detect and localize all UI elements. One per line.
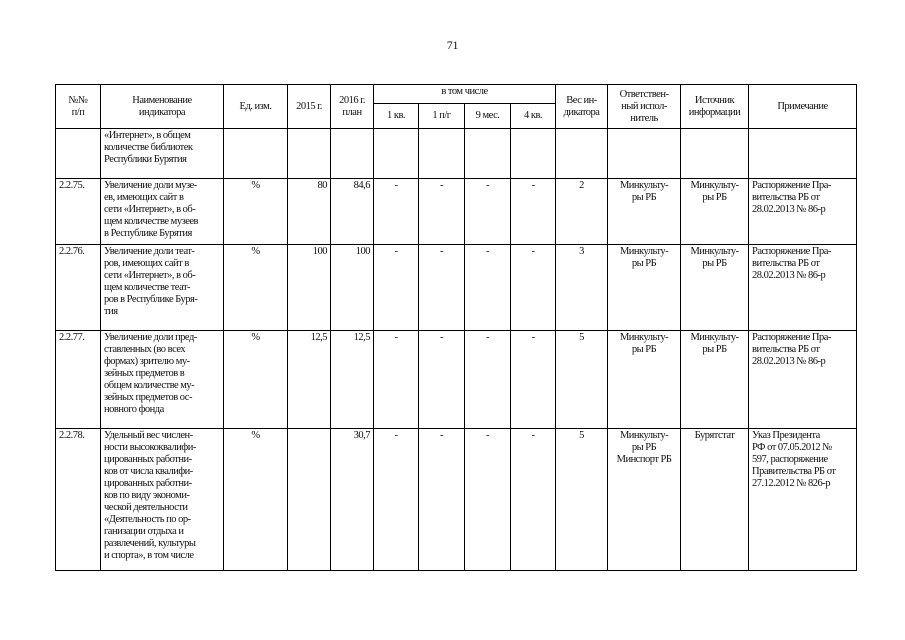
cell-responsible: Минкульту- ры РБ (608, 245, 681, 331)
cell-q4: - (511, 179, 556, 245)
cell-note: Указ Президента РФ от 07.05.2012 № 597, распоряжение Правительства РБ от 27.12.2012 № 826-р (749, 429, 857, 571)
header-h1: 1 п/г (419, 104, 465, 129)
cell-q1: - (374, 179, 419, 245)
table-row (56, 129, 857, 179)
cell-weight: 3 (556, 245, 608, 331)
cell-note: Распоряжение Пра- вительства РБ от 28.02.2013 № 86-р (749, 331, 857, 429)
cell-num: 2.2.78. (56, 429, 101, 571)
cell-h1: - (419, 331, 465, 429)
header-responsible: Ответствен- ный испол- нитель (608, 85, 681, 129)
cell-9m: - (465, 331, 511, 429)
cell-q4 (511, 129, 556, 179)
cell-weight (556, 129, 608, 179)
cell-weight: 5 (556, 331, 608, 429)
cell-2016-plan: 84,6 (331, 179, 374, 245)
cell-q4: - (511, 245, 556, 331)
cell-q1: - (374, 331, 419, 429)
cell-q1: - (374, 245, 419, 331)
cell-source (681, 129, 749, 179)
header-note: Примечание (749, 85, 857, 129)
cell-h1: - (419, 179, 465, 245)
header-unit: Ед. изм. (224, 85, 288, 129)
header-weight: Вес ин- дикатора (556, 85, 608, 129)
cell-2015: 80 (288, 179, 331, 245)
cell-num: 2.2.75. (56, 179, 101, 245)
cell-responsible (608, 129, 681, 179)
cell-note: Распоряжение Пра- вительства РБ от 28.02.2013 № 86-р (749, 245, 857, 331)
cell-indicator-name: «Интернет», в общем количестве библиотек Республики Бурятия (101, 129, 224, 179)
cell-9m: - (465, 429, 511, 571)
cell-q1 (374, 129, 419, 179)
cell-q1: - (374, 429, 419, 571)
cell-note (749, 129, 857, 179)
table-body (56, 129, 857, 571)
cell-indicator-name: Увеличение доли теат- ров, имеющих сайт в сети «Интернет», в об- щем количестве теат- ров в Республике Буря- тия (101, 245, 224, 331)
cell-unit: % (224, 179, 288, 245)
cell-num: 2.2.77. (56, 331, 101, 429)
cell-q4: - (511, 429, 556, 571)
cell-indicator-name: Увеличение доли музе- ев, имеющих сайт в сети «Интернет», в об- щем количестве музеев в Республике Бурятия (101, 179, 224, 245)
cell-source: Бурятстат (681, 429, 749, 571)
cell-2015 (288, 429, 331, 571)
header-num: №№ п/п (56, 85, 101, 129)
table-row (56, 245, 857, 331)
cell-source: Минкульту- ры РБ (681, 179, 749, 245)
header-2015: 2015 г. (288, 85, 331, 129)
cell-indicator-name: Увеличение доли пред- ставленных (во всех формах) зрителю му- зейных предметов в общем количестве му- зейных предметов ос- новного фонда (101, 331, 224, 429)
cell-2016-plan: 12,5 (331, 331, 374, 429)
cell-9m: - (465, 245, 511, 331)
cell-responsible: Минкульту- ры РБ (608, 331, 681, 429)
table-row (56, 179, 857, 245)
cell-unit: % (224, 429, 288, 571)
cell-num (56, 129, 101, 179)
cell-9m (465, 129, 511, 179)
cell-unit (224, 129, 288, 179)
cell-2016-plan (331, 129, 374, 179)
table-row (56, 331, 857, 429)
cell-h1 (419, 129, 465, 179)
header-q4: 4 кв. (511, 104, 556, 129)
cell-note: Распоряжение Пра- вительства РБ от 28.02.2013 № 86-р (749, 179, 857, 245)
cell-q4: - (511, 331, 556, 429)
cell-h1: - (419, 429, 465, 571)
header-q1: 1 кв. (374, 104, 419, 129)
cell-2016-plan: 100 (331, 245, 374, 331)
cell-source: Минкульту- ры РБ (681, 331, 749, 429)
indicator-table (55, 84, 857, 571)
cell-responsible: Минкульту- ры РБ Минспорт РБ (608, 429, 681, 571)
header-9m: 9 мес. (465, 104, 511, 129)
cell-responsible: Минкульту- ры РБ (608, 179, 681, 245)
cell-2015 (288, 129, 331, 179)
cell-2016-plan: 30,7 (331, 429, 374, 571)
cell-weight: 2 (556, 179, 608, 245)
table-row (56, 429, 857, 571)
cell-2015: 100 (288, 245, 331, 331)
cell-indicator-name: Удельный вес числен- ности высококвалифи- цированных работни- ков от числа квалифи- цированных работни- ков по виду экономи- ческой деятельности «Деятельность по ор- ганизации отдыха и развлечений, культуры и спорта», в том числе (101, 429, 224, 571)
cell-2015: 12,5 (288, 331, 331, 429)
cell-unit: % (224, 331, 288, 429)
header-indicator-name: Наименование индикатора (101, 85, 224, 129)
cell-num: 2.2.76. (56, 245, 101, 331)
header-row-1 (56, 85, 857, 104)
header-2016-plan: 2016 г. план (331, 85, 374, 129)
header-including: в том числе (374, 85, 556, 104)
page-number: 71 (446, 38, 459, 52)
cell-9m: - (465, 179, 511, 245)
cell-h1: - (419, 245, 465, 331)
cell-source: Минкульту- ры РБ (681, 245, 749, 331)
cell-weight: 5 (556, 429, 608, 571)
header-source: Источник информации (681, 85, 749, 129)
cell-unit: % (224, 245, 288, 331)
